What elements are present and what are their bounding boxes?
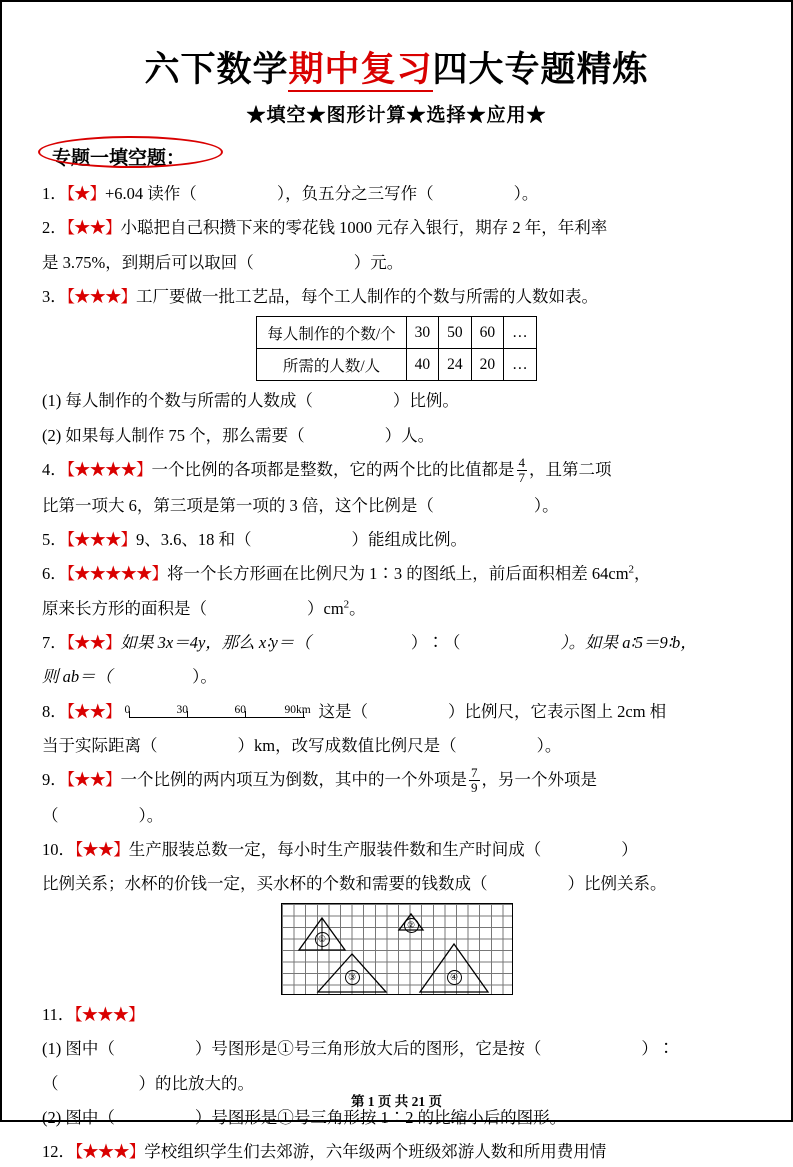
question-11-sub1-text-d: （ [42,1073,59,1093]
question-10-number: 10． [42,840,75,860]
question-12-text-a: 学校组织学生们去郊游，六年级两个班级郊游人数和所用费用情 [144,1142,607,1162]
grid-figure [281,903,513,995]
question-1-text-c: ）。 [513,184,539,203]
fraction-denominator: 7 [518,469,525,485]
page-subtitle: ★填空★图形计算★选择★应用★ [246,105,547,126]
question-3-number: 3． [42,287,67,307]
scale-ruler-figure [125,700,315,726]
question-11-sub1-text-a: (1) 图中（ [42,1039,115,1059]
question-2-stars: 【★★】 [66,218,121,238]
question-7-stars: 【★★】 [66,632,121,652]
question-10-text-c: 比例关系；水杯的价钱一定，买水杯的个数和需要的钱数成（ [42,874,488,894]
page-footer: 第 1 页 共 21 页 [350,1094,443,1109]
question-8-text-d: ）km，改写成数值比例尺是（ [237,736,457,756]
question-3-stars: 【★★★】 [66,287,136,307]
question-8-text-c: 当于实际距离（ [42,736,158,756]
question-8-text-e: ）。 [536,736,562,756]
table-cell: … [504,349,537,381]
question-7-text-d: 则 ab＝（ [42,667,113,687]
table-cell: 40 [406,349,439,381]
table-row-label: 每人制作的个数/个 [257,317,406,349]
question-4-text-d: ）。 [533,495,559,515]
question-12-number: 12． [42,1142,75,1162]
section-heading-label: 专题一填空题： [52,148,186,169]
fraction-numerator: 7 [471,765,478,781]
question-1-text-a: +6.04 读作（ [105,184,197,203]
title-part-2: 四大专题精炼 [432,50,649,89]
question-7-text-a: 如果 3x＝4y，那么 x∶y＝（ [120,632,311,652]
table-cell: 20 [471,349,504,381]
question-7 [42,628,751,657]
question-10 [42,835,751,864]
triangles-drawing [282,904,514,996]
question-6-text-e: 。 [349,598,366,618]
question-11-sub1-text-b: ）号图形是①号三角形放大后的图形，它是按（ [194,1039,542,1059]
question-11-figure-wrap [42,903,751,995]
question-9-text-b: ，另一个外项是 [481,770,597,790]
question-11-sub-1 [42,1034,751,1063]
question-2-text-a: 小聪把自己积攒下来的零花钱 1000 元存入银行，期存 2 年，年利率 [120,218,608,238]
question-1 [42,179,751,208]
question-2-line2 [42,248,751,277]
ruler-label: 90km [284,703,311,716]
fraction-4-7 [517,456,528,484]
question-9-text-d: ）。 [138,805,164,825]
question-1-text-b: ），负五分之三写作（ [276,184,434,203]
question-7-line2 [42,662,751,691]
figure-label-1: ① [315,932,330,947]
question-2 [42,213,751,242]
table-cell: 24 [439,349,472,381]
question-10-text-a: 生产服装总数一定，每小时生产服装件数和生产时间成（ [128,840,542,860]
question-5 [42,525,751,554]
question-3-text-a: 工厂要做一批工艺品，每个工人制作的个数与所需的人数如表。 [136,287,598,307]
question-8-stars: 【★★】 [66,701,121,721]
question-3-sub2-text-a: (2) 如果每人制作 75 个，那么需要（ [42,425,305,445]
question-7-number: 7． [42,632,67,652]
question-11-sub1-text-e: ）的比放大的。 [138,1073,254,1093]
question-8-line2 [42,731,751,760]
question-7-text-c: ）。如果 a∶5＝9∶b， [560,632,697,652]
question-11-sub2-text-b: ）号图形是①号三角形按 1∶2 的比缩小后的图形。 [194,1107,567,1127]
question-6-text-c: 原来长方形的面积是（ [42,598,207,618]
question-5-text-a: 9、3.6、18 和（ [136,529,252,549]
title-part-1: 六下数学 [144,50,289,89]
ruler-label: 0 [124,703,131,716]
question-4-text-a: 一个比例的各项都是整数，它的两个比的比值都是 [151,460,515,480]
question-3-table-wrap [42,316,751,381]
question-3-sub1-text-a: (1) 每人制作的个数与所需的人数成（ [42,391,313,411]
question-5-number: 5． [42,529,67,549]
question-5-stars: 【★★★】 [66,529,136,549]
ruler-label: 30 [176,703,188,716]
question-3 [42,282,751,311]
question-6-text-d: ）cm [307,598,344,618]
question-6-text-a: 将一个长方形画在比例尺为 1∶3 的图纸上，前后面积相差 64cm [167,564,629,584]
question-9-stars: 【★★】 [66,770,121,790]
fraction-numerator: 4 [518,455,525,471]
question-6-superscript-b: 2 [343,598,350,611]
question-10-stars: 【★★】 [75,840,129,860]
question-3-sub-1 [42,386,751,415]
figure-label-4: ④ [447,970,462,985]
figure-label-3: ③ [345,970,360,985]
question-12-stars: 【★★★】 [75,1142,145,1162]
title-highlight: 期中复习 [288,50,432,92]
question-4-line2 [42,491,751,520]
question-4-text-b: ，且第二项 [529,460,612,480]
question-8 [42,697,751,726]
question-8-number: 8． [42,701,67,721]
question-8-text-b: ）比例尺，它表示图上 2cm 相 [448,701,667,721]
question-6-stars: 【★★★★★】 [66,564,167,584]
question-11-number: 11． [42,1004,75,1024]
question-1-number: 1． [42,184,67,203]
table-row [257,317,536,349]
question-8-text-a: 这是（ [318,701,368,721]
question-6-line2 [42,594,751,623]
question-11 [42,1000,751,1029]
question-9 [42,765,751,795]
table-row-label: 所需的人数/人 [257,349,406,381]
question-9-text-c: （ [42,805,59,825]
question-10-text-b: ） [621,840,638,860]
page-title [42,42,751,92]
ruler-label: 60 [234,703,246,716]
table-cell: 50 [439,317,472,349]
question-9-text-a: 一个比例的两内项互为倒数，其中的一个外项是 [120,770,467,790]
question-12 [42,1137,751,1166]
question-4-text-c: 比第一项大 6，第三项是第一项的 3 倍，这个比例是（ [42,495,434,515]
question-7-text-e: ）。 [192,667,217,687]
question-2-number: 2． [42,218,67,238]
table-cell: 60 [471,317,504,349]
fraction-denominator: 9 [471,780,478,796]
question-2-text-b: 是 3.75%，到期后可以取回（ [42,252,254,272]
question-2-text-c: ）元。 [353,252,404,272]
question-10-line2 [42,869,751,898]
figure-label-2: ② [404,918,419,933]
section-heading [46,141,191,172]
question-11-stars: 【★★★】 [74,1004,144,1024]
table-row [257,349,536,381]
ruler-line [129,717,305,719]
question-7-text-b: ）∶（ [410,632,461,652]
question-6-number: 6． [42,564,67,584]
question-4-number: 4． [42,460,67,480]
question-3-sub-2 [42,421,751,450]
question-11-sub2-text-a: (2) 图中（ [42,1107,115,1127]
question-3-sub1-text-b: ）比例。 [392,391,459,411]
question-10-text-d: ）比例关系。 [567,874,667,894]
table-cell: 30 [406,317,439,349]
fraction-7-9 [469,766,480,794]
question-9-number: 9． [42,770,67,790]
question-9-line2 [42,801,751,830]
question-5-text-b: ）能组成比例。 [351,529,467,549]
question-3-sub2-text-b: ）人。 [384,425,435,445]
question-4 [42,455,751,485]
question-11-sub1-text-c: ）∶ [641,1039,675,1059]
question-6-text-b: ， [634,564,651,584]
question-3-table [256,316,536,381]
question-6-superscript-a: 2 [628,563,635,576]
table-cell: … [504,317,537,349]
question-1-stars: 【★】 [66,184,105,203]
question-4-stars: 【★★★★】 [66,460,152,480]
question-6 [42,559,751,588]
